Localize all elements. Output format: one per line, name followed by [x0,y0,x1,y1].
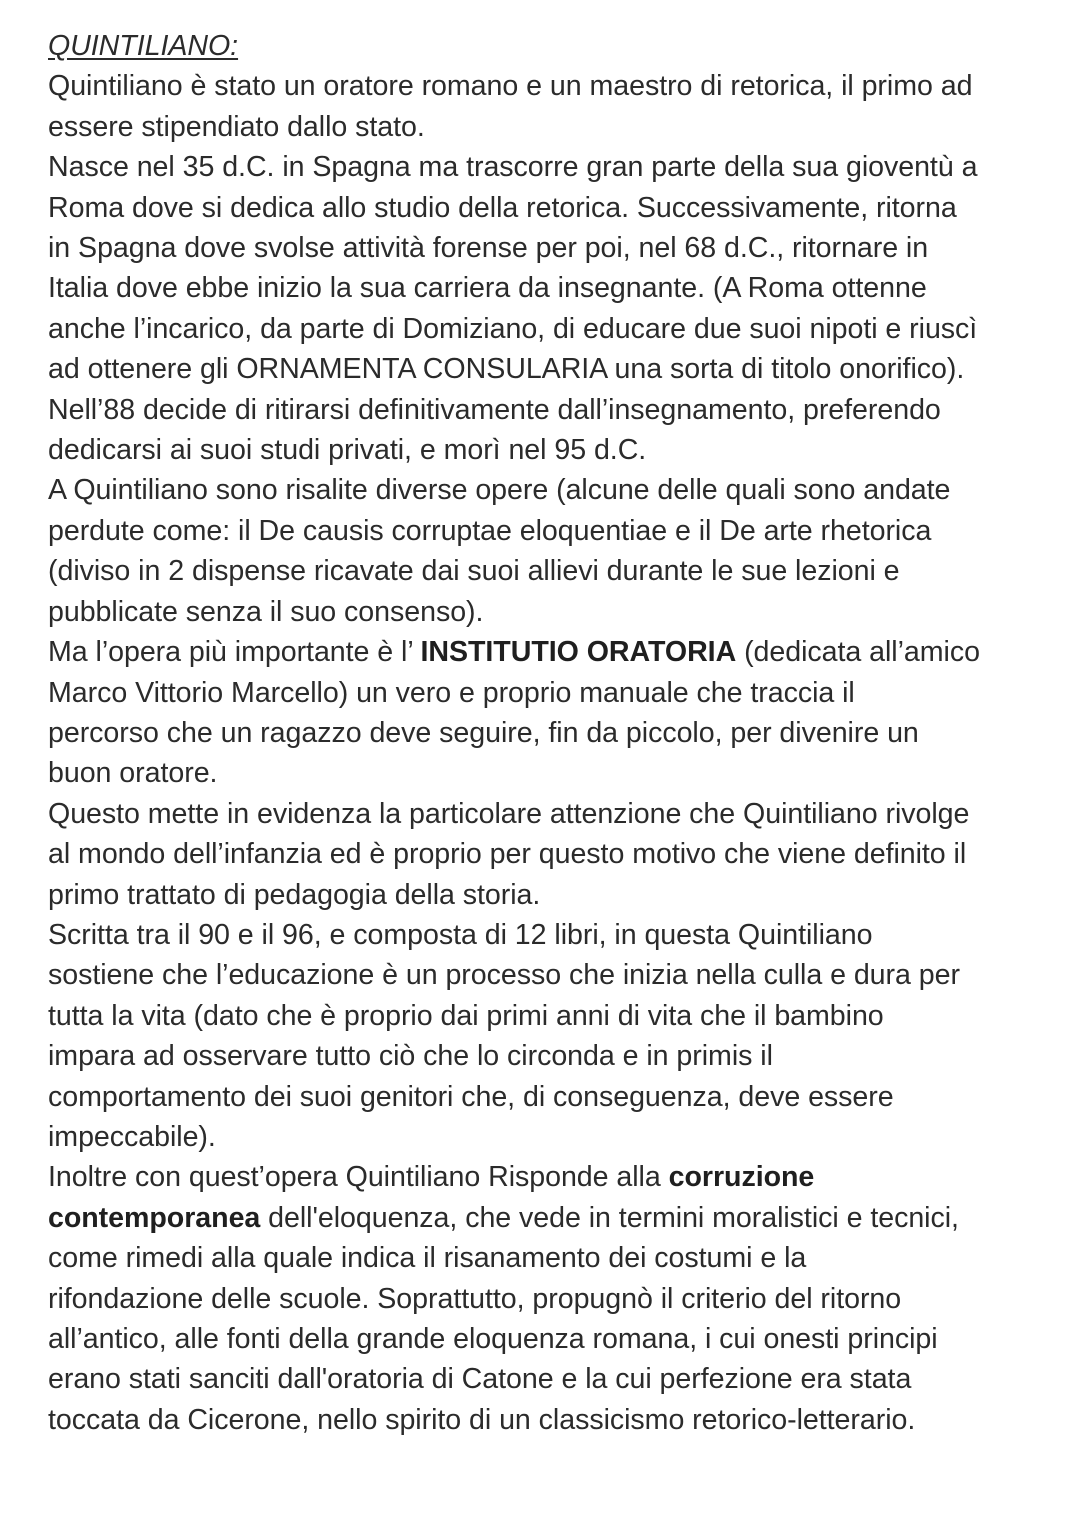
text-line [48,309,1048,349]
text-segment: percorso che un ragazzo deve seguire, fin da piccolo, per divenire un [48,716,919,749]
text-line [48,1117,1048,1157]
text-segment: pubblicate senza il suo consenso). [48,595,484,628]
text-line [48,632,1048,672]
text-segment: A Quintiliano sono risalite diverse opere (alcune delle quali sono andate [48,474,951,507]
text-line [48,107,1048,147]
text-line [48,592,1048,632]
text-line [48,1036,1048,1076]
paragraph [48,794,1048,915]
text-segment: Italia dove ebbe inizio la sua carriera da insegnante. (A Roma ottenne [48,272,927,305]
text-segment: dell'eloquenza, che vede in termini moralistici e tecnici, [260,1201,959,1234]
text-line [48,1400,1048,1440]
emphasized-term: contemporanea [48,1201,261,1234]
text-segment: toccata da Cicerone, nello spirito di un classicismo retorico-letterario. [48,1403,916,1436]
text-line [48,1359,1048,1399]
text-segment: tutta la vita (dato che è proprio dai primi anni di vita che il bambino [48,999,884,1032]
text-line [48,915,1048,955]
text-line [48,188,1048,228]
text-line [48,1157,1048,1197]
text-line [48,713,1048,753]
text-segment: (dedicata all’amico [736,636,980,669]
text-line [48,1319,1048,1359]
text-line [48,66,1048,106]
paragraph [48,1157,1048,1440]
paragraph [48,632,1048,794]
text-line [48,1279,1048,1319]
text-segment: (diviso in 2 dispense ricavate dai suoi allievi durante le sue lezioni e [48,555,900,588]
text-line [48,511,1048,551]
document-page [48,26,1048,1440]
text-segment: buon oratore. [48,757,218,790]
text-segment: Quintiliano è stato un oratore romano e un maestro di retorica, il primo ad [48,70,973,103]
text-line [48,794,1048,834]
text-segment: sostiene che l’educazione è un processo che inizia nella culla e dura per [48,959,960,992]
text-line [48,228,1048,268]
emphasized-term: INSTITUTIO ORATORIA [420,636,737,669]
text-segment: come rimedi alla quale indica il risanamento dei costumi e la [48,1242,807,1275]
text-segment: essere stipendiato dallo stato. [48,110,425,143]
text-segment: impara ad osservare tutto ciò che lo circonda e in primis il [48,1040,773,1073]
text-segment: in Spagna dove svolse attività forense per poi, nel 68 d.C., ritornare in [48,232,929,265]
text-line [48,147,1048,187]
text-segment: Ma l’opera più importante è l’ [48,636,421,669]
text-line [48,551,1048,591]
text-line [48,1238,1048,1278]
text-segment: Nell’88 decide di ritirarsi definitivamente dall’insegnamento, preferendo [48,393,941,426]
text-line [48,996,1048,1036]
text-segment: Scritta tra il 90 e il 96, e composta di 12 libri, in questa Quintiliano [48,918,873,951]
text-segment: dedicarsi ai suoi studi privati, e morì nel 95 d.C. [48,434,647,467]
text-segment: comportamento dei suoi genitori che, di conseguenza, deve essere [48,1080,894,1113]
text-segment: rifondazione delle scuole. Soprattutto, propugnò il criterio del ritorno [48,1282,902,1315]
text-segment: al mondo dell’infanzia ed è proprio per questo motivo che viene definito il [48,838,967,871]
text-segment: erano stati sanciti dall'oratoria di Catone e la cui perfezione era stata [48,1363,912,1396]
document-title: QUINTILIANO: [48,30,239,62]
text-segment: Marco Vittorio Marcello) un vero e proprio manuale che traccia il [48,676,855,709]
text-segment: primo trattato di pedagogia della storia. [48,878,541,911]
text-line [48,834,1048,874]
document-body [48,66,1048,1440]
text-line [48,753,1048,793]
text-segment: ad ottenere gli ORNAMENTA CONSULARIA una sorta di titolo onorifico). [48,353,965,386]
text-line [48,470,1048,510]
text-segment: Roma dove si dedica allo studio della retorica. Successivamente, ritorna [48,191,957,224]
text-line [48,673,1048,713]
paragraph [48,470,1048,632]
paragraph [48,66,1048,147]
text-line [48,349,1048,389]
text-segment: perdute come: il De causis corruptae eloquentiae e il De arte rhetorica [48,514,932,547]
text-line [48,875,1048,915]
text-segment: impeccabile). [48,1120,216,1153]
text-line [48,955,1048,995]
paragraph [48,915,1048,1157]
text-line [48,1198,1048,1238]
text-segment: Inoltre con quest’opera Quintiliano Risponde alla [48,1161,669,1194]
text-segment: anche l’incarico, da parte di Domiziano, di educare due suoi nipoti e riuscì [48,312,978,345]
text-line [48,268,1048,308]
paragraph [48,147,1048,470]
text-segment: all’antico, alle fonti della grande eloquenza romana, i cui onesti principi [48,1323,938,1355]
text-line [48,1077,1048,1117]
emphasized-term: corruzione [668,1161,815,1194]
text-line [48,430,1048,470]
text-line [48,390,1048,430]
text-segment: Nasce nel 35 d.C. in Spagna ma trascorre gran parte della sua gioventù a [48,151,978,184]
text-segment: Questo mette in evidenza la particolare attenzione che Quintiliano rivolge [48,797,970,830]
